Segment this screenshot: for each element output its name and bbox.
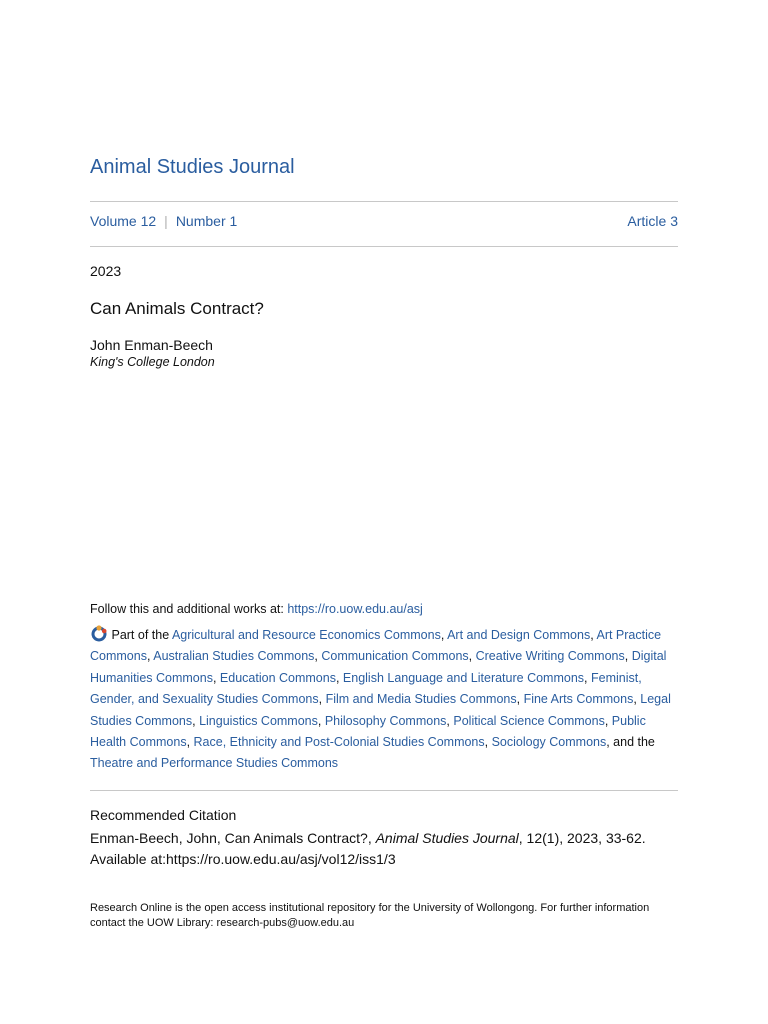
citation-text-pre: Enman-Beech, John, Can Animals Contract?, <box>90 830 376 846</box>
citation-text-post: , 12(1), 2023, 33-62. <box>518 830 646 846</box>
volume-link[interactable]: Volume 12 <box>90 213 157 229</box>
commons-link[interactable]: Public Health Commons <box>90 713 646 750</box>
commons-link[interactable]: Feminist, Gender, and Sexuality Studies Commons <box>90 670 642 707</box>
commons-separator: , <box>212 670 220 685</box>
commons-separator: , <box>604 713 612 728</box>
author-name: John Enman-Beech <box>90 337 213 353</box>
divider-top <box>90 201 678 202</box>
number-link[interactable]: Number 1 <box>175 213 238 229</box>
commons-link[interactable]: Film and Media Studies Commons <box>325 692 517 707</box>
commons-separator: , <box>446 713 454 728</box>
commons-link[interactable]: Communication Commons <box>321 649 469 664</box>
issue-bar <box>90 213 678 229</box>
commons-separator: , <box>516 692 524 707</box>
follow-url-link[interactable]: https://ro.uow.edu.au/asj <box>287 602 423 616</box>
commons-link[interactable]: Art and Design Commons <box>447 628 591 642</box>
commons-list <box>90 628 671 770</box>
issue-separator: | <box>164 213 168 229</box>
paper-title: Can Animals Contract? <box>90 299 264 318</box>
commons-link[interactable]: Political Science Commons <box>453 713 605 728</box>
journal-title-link[interactable]: Animal Studies Journal <box>90 156 295 178</box>
commons-separator: , <box>440 628 448 642</box>
commons-link[interactable]: Fine Arts Commons <box>523 692 634 707</box>
commons-separator: , <box>335 670 343 685</box>
commons-separator: , <box>633 692 641 707</box>
commons-link[interactable]: Creative Writing Commons <box>475 649 625 664</box>
divider-issue <box>90 246 678 247</box>
commons-link[interactable]: Digital Humanities Commons <box>90 649 667 685</box>
commons-link[interactable]: Education Commons <box>219 670 336 685</box>
part-of-commons <box>90 625 680 775</box>
commons-separator: , <box>624 649 632 664</box>
commons-separator: , <box>584 670 591 685</box>
commons-last-join: , and the <box>606 735 655 750</box>
citation-available: Available at:https://ro.uow.edu.au/asj/vol12/iss1/3 <box>90 851 396 867</box>
article-link[interactable]: Article 3 <box>627 213 678 229</box>
commons-link[interactable]: Art Practice Commons <box>90 628 662 664</box>
divider-citation <box>90 790 678 791</box>
commons-separator: , <box>318 692 326 707</box>
publication-year: 2023 <box>90 263 122 279</box>
commons-separator: , <box>186 735 194 750</box>
commons-link[interactable]: Australian Studies Commons <box>153 649 315 664</box>
commons-link[interactable]: Agricultural and Resource Economics Commons <box>171 628 441 642</box>
commons-link[interactable]: Philosophy Commons <box>324 713 447 728</box>
commons-link[interactable]: Legal Studies Commons <box>90 692 671 728</box>
citation-heading: Recommended Citation <box>90 807 237 823</box>
network-icon <box>90 625 108 643</box>
author-affiliation: King's College London <box>90 355 215 369</box>
commons-link[interactable]: Race, Ethnicity and Post-Colonial Studies Commons <box>193 735 485 750</box>
commons-separator: , <box>314 649 322 664</box>
footer-note: Research Online is the open access institutional repository for the University of Wollongong. For further information contact the UOW Library: research-pubs@uow.edu.au <box>90 902 650 929</box>
commons-separator: , <box>317 713 325 728</box>
commons-separator: , <box>468 649 476 664</box>
follow-line <box>90 602 423 616</box>
commons-link[interactable]: Sociology Commons <box>491 735 607 750</box>
commons-link[interactable]: Linguistics Commons <box>199 713 318 728</box>
commons-link[interactable]: Theatre and Performance Studies Commons <box>90 756 339 771</box>
commons-link[interactable]: English Language and Literature Commons <box>342 670 585 685</box>
citation-body <box>90 828 680 870</box>
commons-separator: , <box>146 649 154 664</box>
citation-journal: Animal Studies Journal <box>375 830 519 846</box>
part-of-prefix: Part of the <box>111 628 172 642</box>
commons-separator: , <box>192 713 200 728</box>
commons-separator: , <box>590 628 597 642</box>
commons-separator: , <box>484 735 492 750</box>
follow-label: Follow this and additional works at: <box>90 602 288 616</box>
